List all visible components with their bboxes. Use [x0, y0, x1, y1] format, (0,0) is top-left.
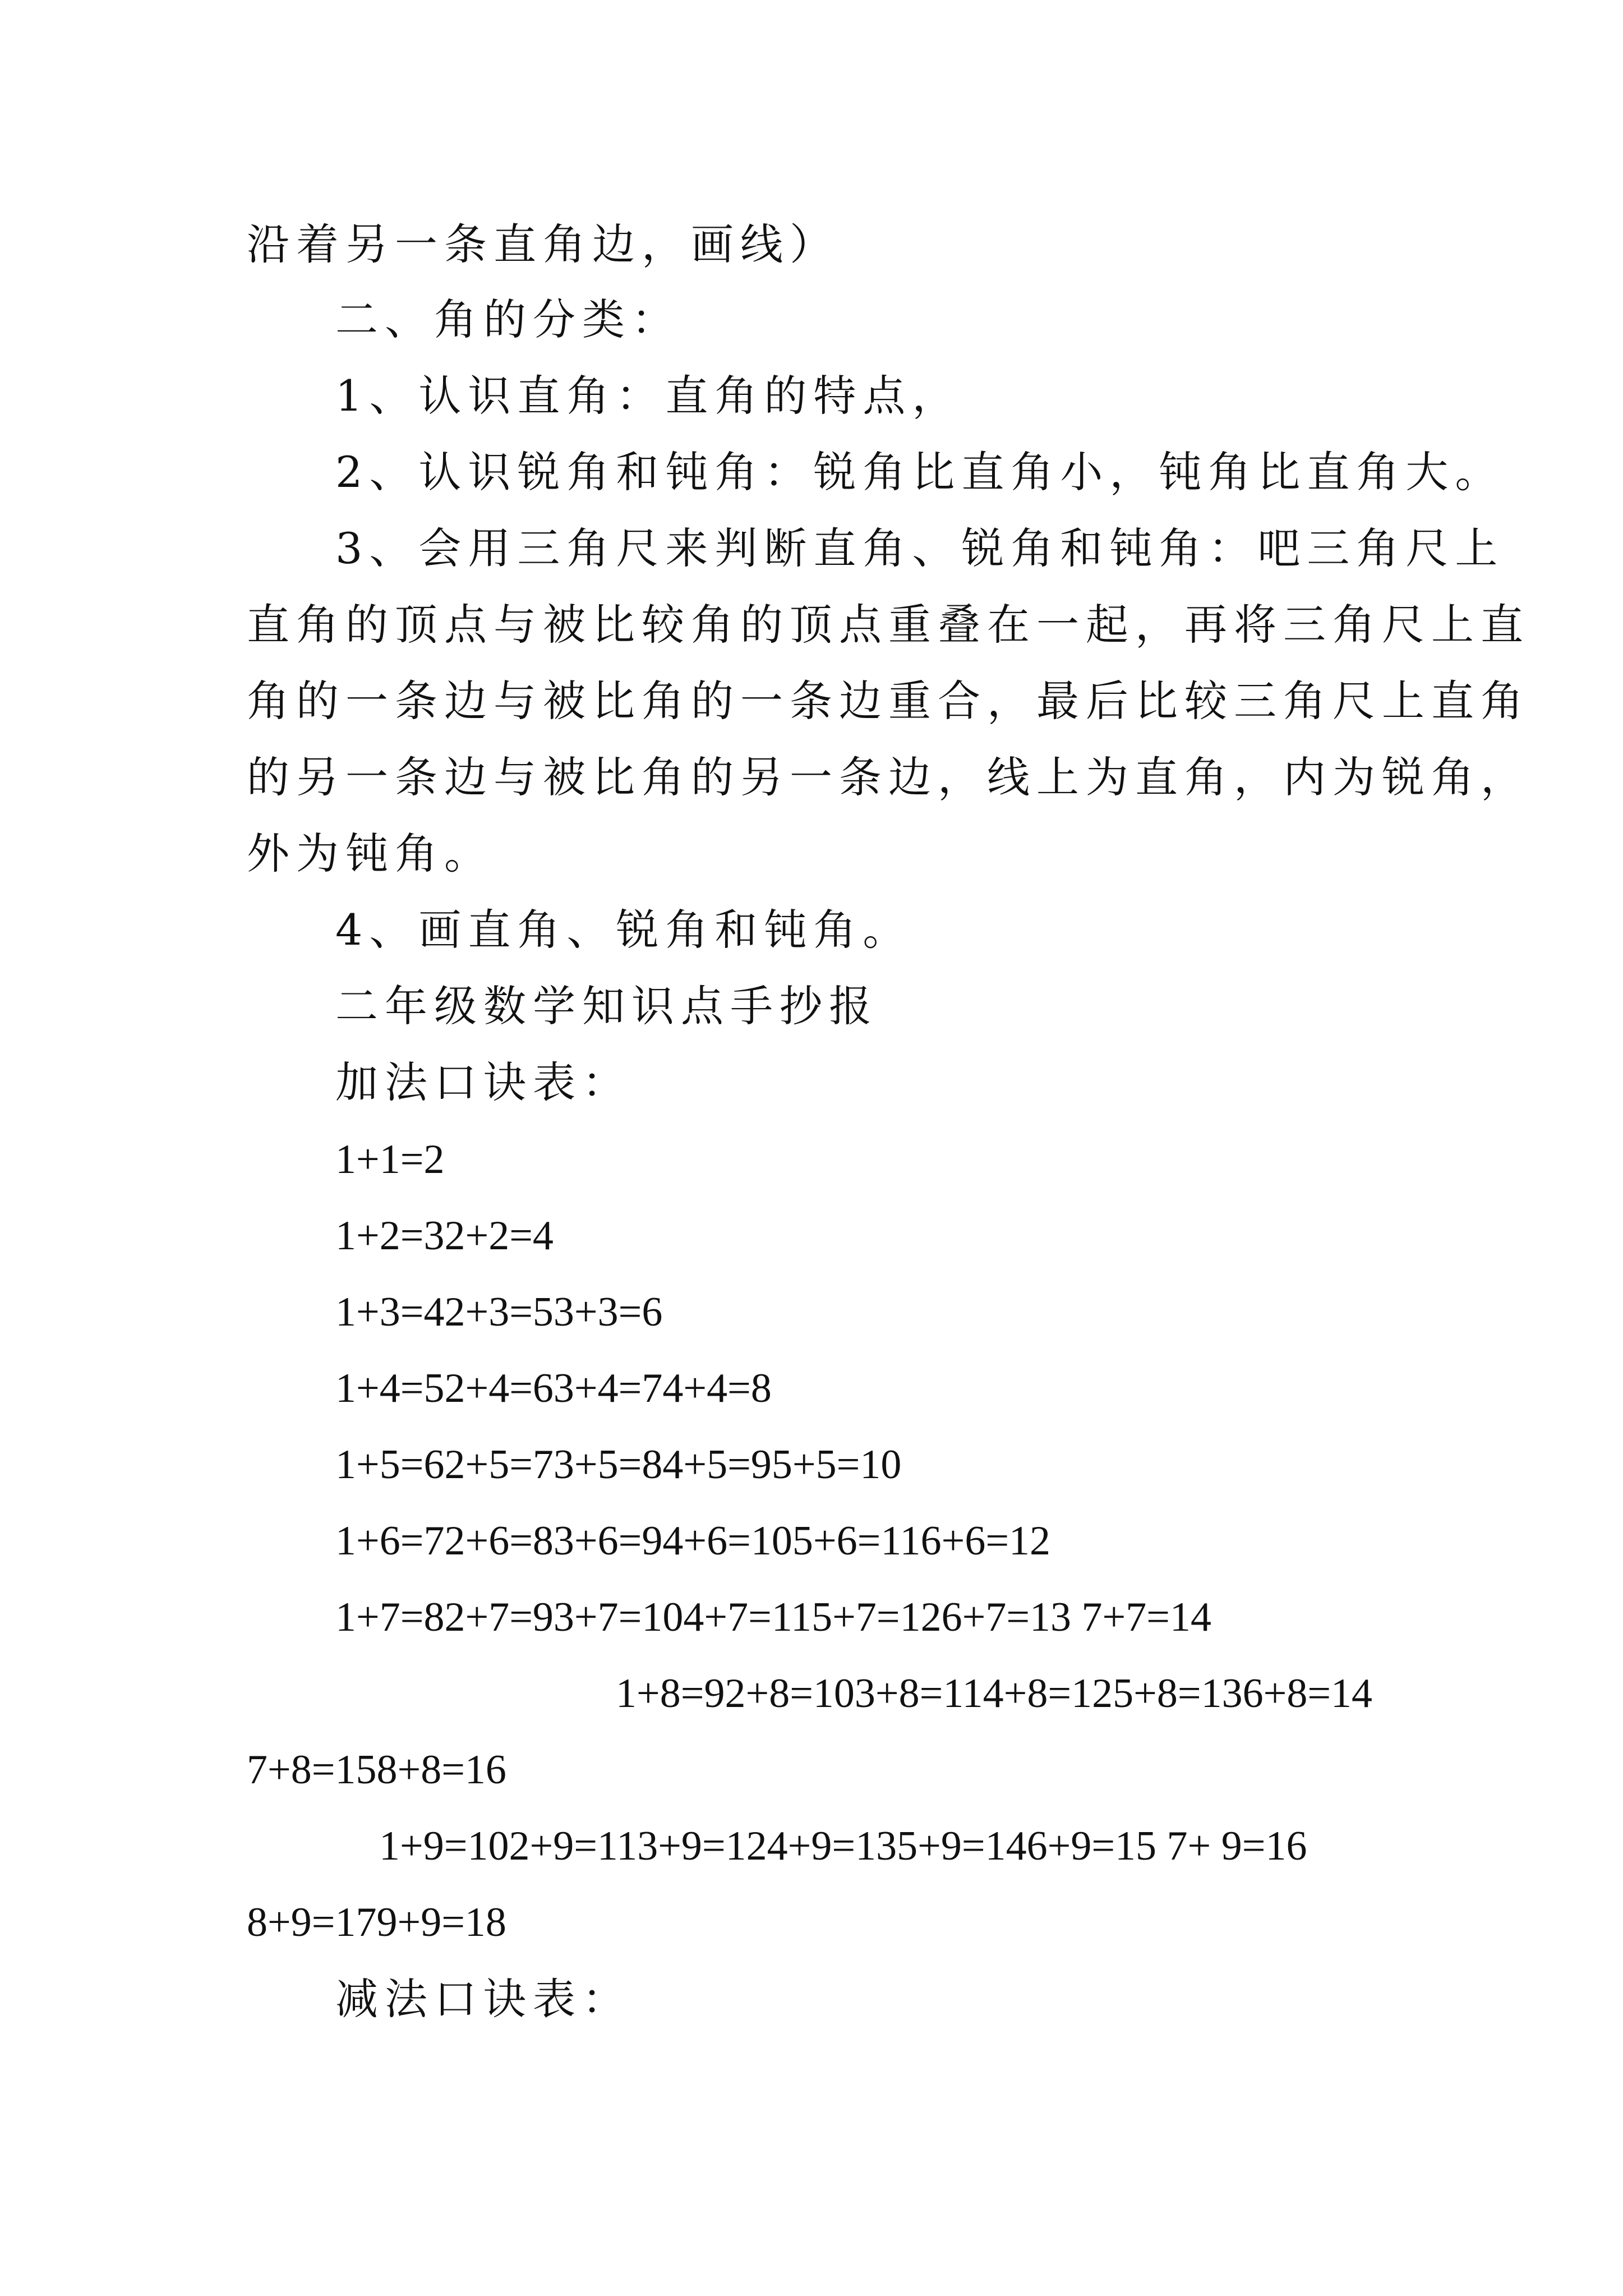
addition-row-5: 1+5=62+5=73+5=84+5=95+5=10: [335, 1442, 902, 1488]
text-line-1: 沿着另一条直角边，画线）: [247, 219, 839, 269]
addition-row-4: 1+4=52+4=63+4=74+4=8: [335, 1365, 772, 1411]
list-item-acute-obtuse: 2、认识锐角和钝角：锐角比直角小，钝角比直角大。: [335, 447, 1505, 497]
section-heading-subtraction-table: 减法口诀表：: [335, 1974, 631, 2024]
addition-row-8-continued: 7+8=158+8=16: [247, 1747, 506, 1793]
addition-row-8: 1+8=92+8=103+8=114+8=125+8=136+8=14: [616, 1671, 1373, 1717]
section-heading-addition-table: 加法口诀表：: [335, 1057, 631, 1107]
section-heading-angle-classification: 二、角的分类：: [335, 295, 681, 344]
list-item-triangle-ruler: 3、会用三角尺来判断直角、锐角和钝角：吧三角尺上: [335, 523, 1505, 573]
text-line-8: 的另一条边与被比角的另一条边，线上为直角，内为锐角，: [247, 752, 1530, 802]
addition-row-2: 1+2=32+2=4: [335, 1213, 554, 1259]
text-line-6: 直角的顶点与被比较角的顶点重叠在一起，再将三角尺上直: [247, 600, 1530, 650]
text-line-7: 角的一条边与被比角的一条边重合，最后比较三角尺上直角: [247, 676, 1530, 726]
addition-row-6: 1+6=72+6=83+6=94+6=105+6=116+6=12: [335, 1518, 1051, 1564]
addition-row-9: 1+9=102+9=113+9=124+9=135+9=146+9=15 7+ 9=16: [379, 1823, 1307, 1869]
addition-row-9-continued: 8+9=179+9=18: [247, 1899, 506, 1945]
addition-row-1: 1+1=2: [335, 1137, 445, 1182]
addition-row-7: 1+7=82+7=93+7=104+7=115+7=126+7=13 7+7=14: [335, 1594, 1212, 1640]
list-item-draw-angles: 4、画直角、锐角和钝角。: [335, 905, 912, 955]
list-item-right-angle: 1、认识直角：直角的特点，: [335, 371, 962, 421]
text-line-9: 外为钝角。: [247, 829, 494, 878]
section-heading-handout: 二年级数学知识点手抄报: [335, 981, 878, 1031]
addition-row-3: 1+3=42+3=53+3=6: [335, 1289, 663, 1335]
